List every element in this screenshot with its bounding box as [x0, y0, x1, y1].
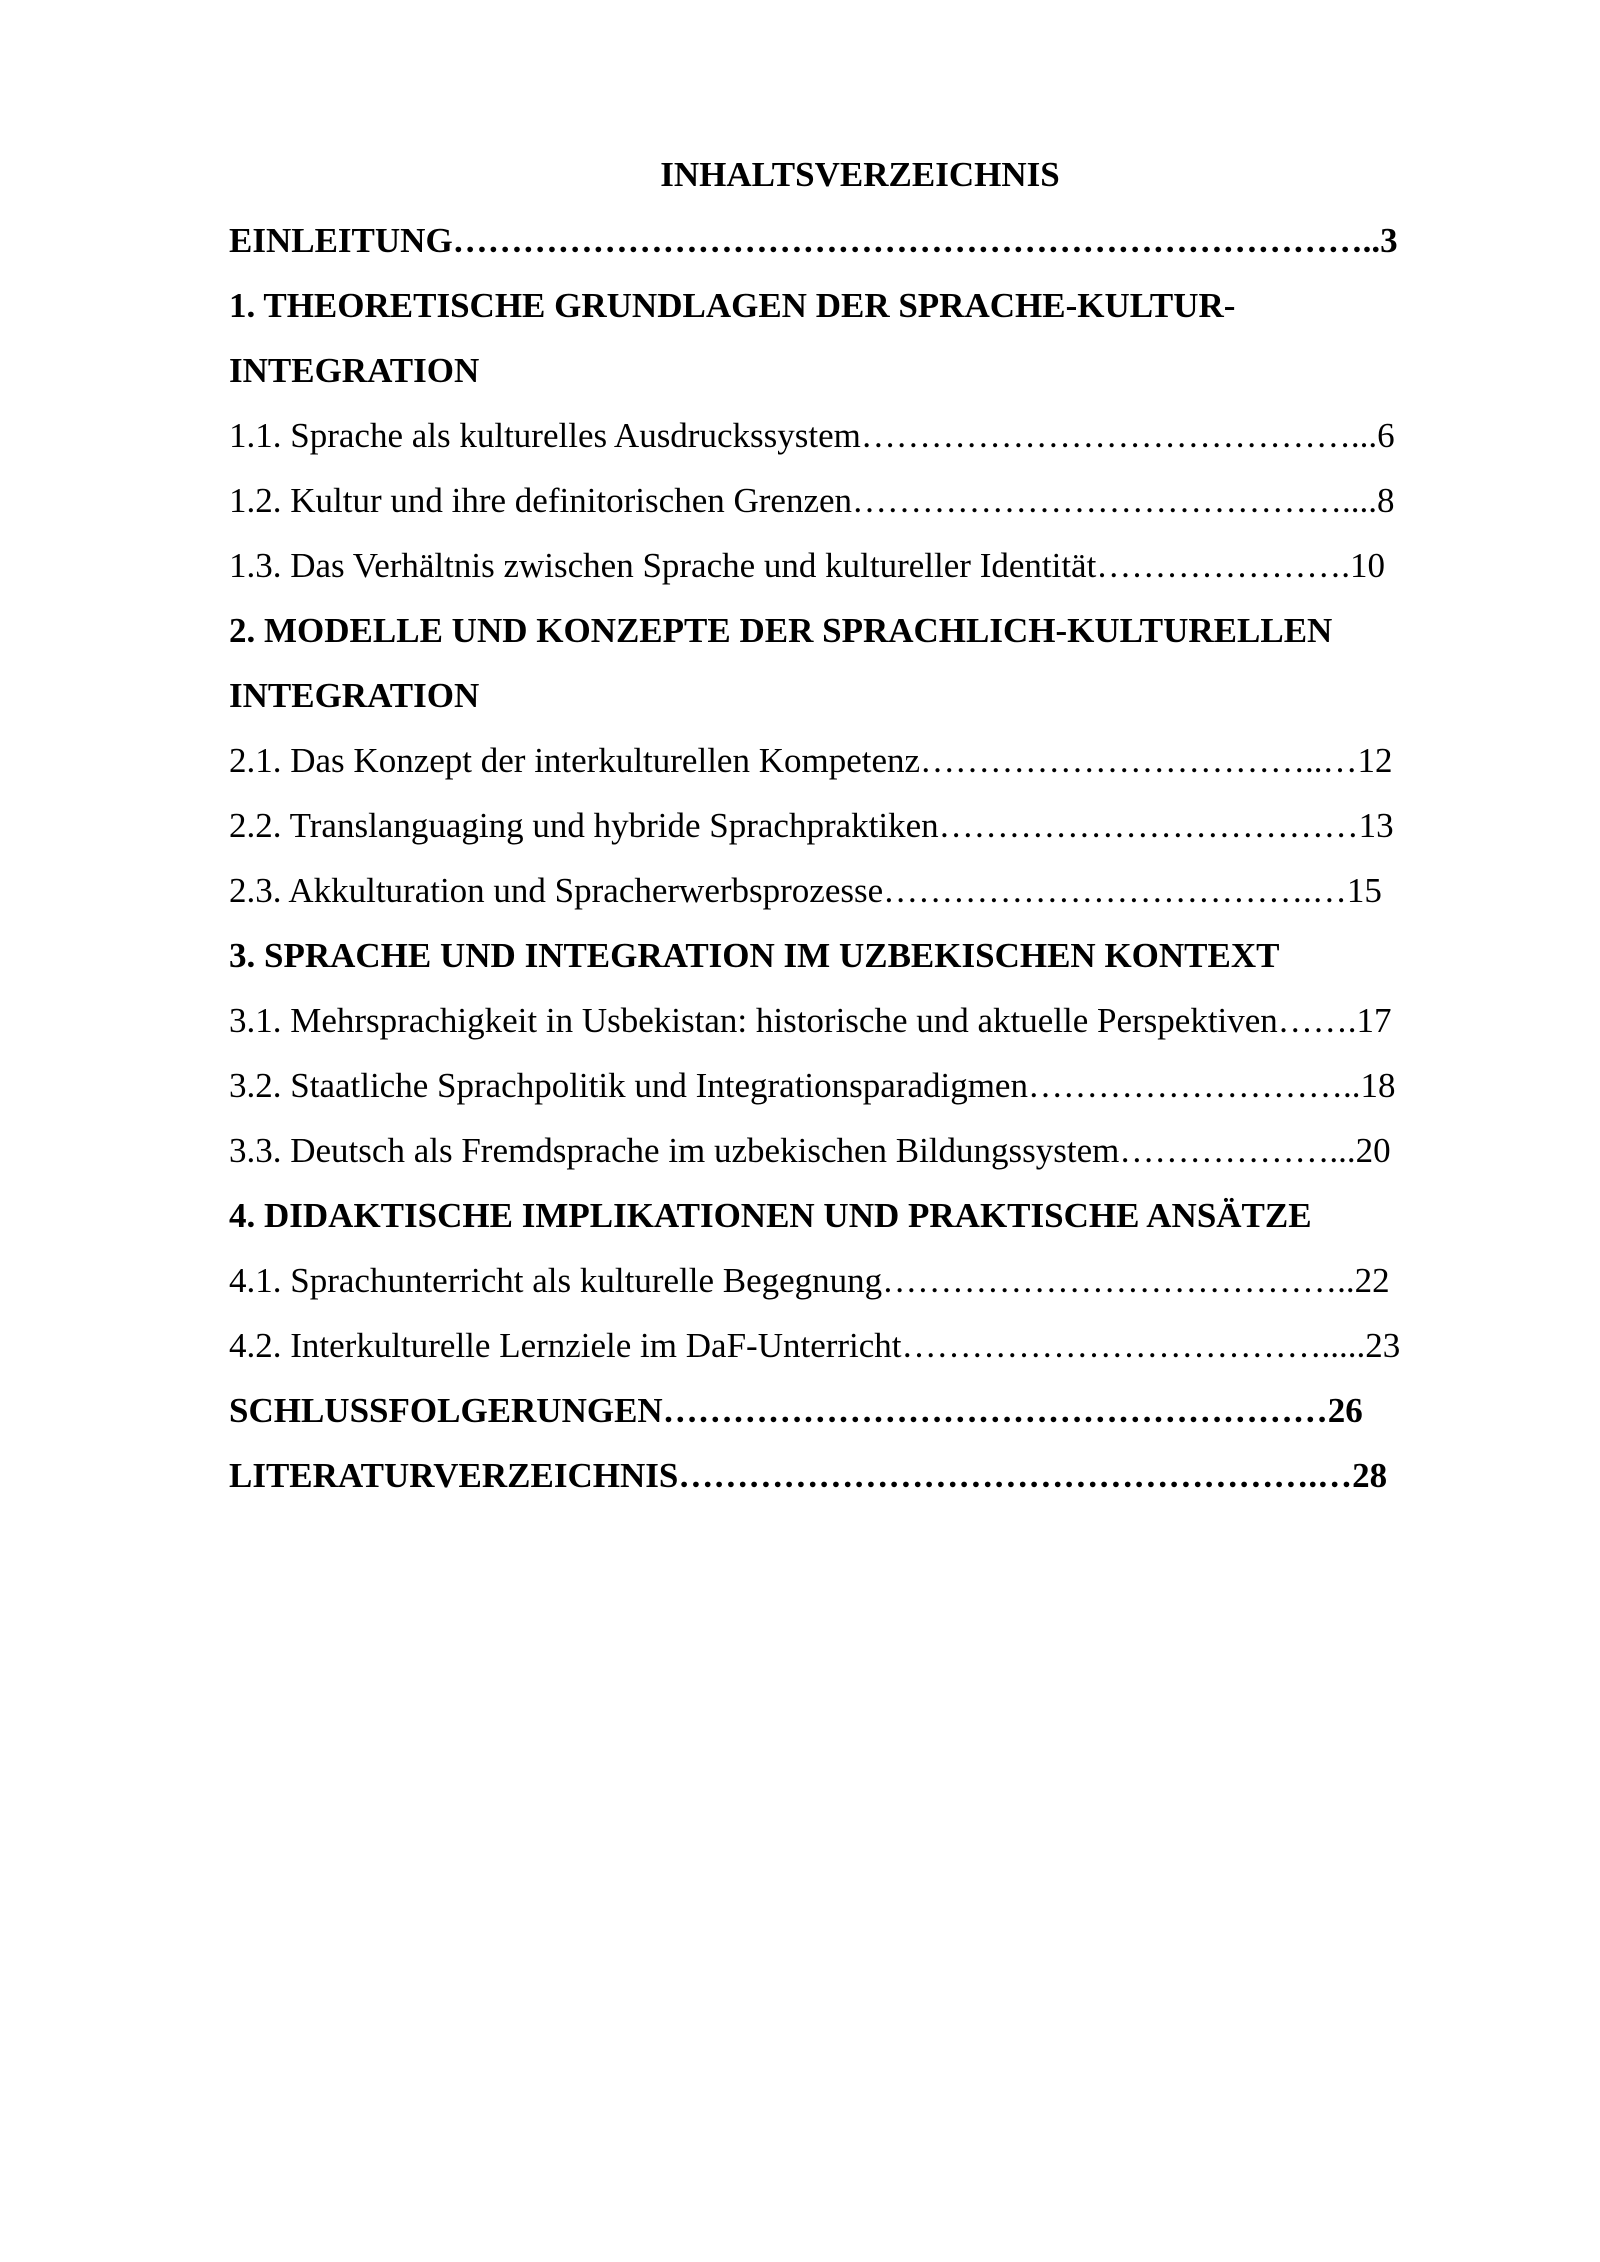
toc-entry-4-1: 4.1. Sprachunterricht als kulturelle Begegnung…………………………………..22: [229, 1261, 1390, 1300]
toc-entry-3-1: 3.1. Mehrsprachigkeit in Usbekistan: historische und aktuelle Perspektiven…….17: [229, 1001, 1392, 1040]
toc-chapter-3-heading: 3. SPRACHE UND INTEGRATION IM UZBEKISCHEN KONTEXT: [229, 936, 1280, 975]
toc-chapter-1-heading-cont: INTEGRATION: [229, 351, 480, 390]
toc-entry-einleitung: EINLEITUNG……………………………………………………………………..3: [229, 221, 1398, 260]
toc-chapter-2-heading-cont: INTEGRATION: [229, 676, 480, 715]
toc-chapter-1-heading: 1. THEORETISCHE GRUNDLAGEN DER SPRACHE-KULTUR-: [229, 286, 1236, 325]
toc-entry-1-1: 1.1. Sprache als kulturelles Ausdruckssystem……………………………………...6: [229, 416, 1395, 455]
toc-entry-3-2: 3.2. Staatliche Sprachpolitik und Integrationsparadigmen………………………..18: [229, 1066, 1396, 1105]
toc-entry-literaturverzeichnis: LITERATURVERZEICHNIS……………………………………………….…28: [229, 1456, 1388, 1495]
toc-title: INHALTSVERZEICHNIS: [660, 155, 1060, 194]
toc-chapter-4-heading: 4. DIDAKTISCHE IMPLIKATIONEN UND PRAKTISCHE ANSÄTZE: [229, 1196, 1312, 1235]
toc-entry-schlussfolgerungen: SCHLUSSFOLGERUNGEN…………………………………………………26: [229, 1391, 1363, 1430]
toc-entry-2-1: 2.1. Das Konzept der interkulturellen Kompetenz……………………………..…12: [229, 741, 1393, 780]
toc-chapter-2-heading: 2. MODELLE UND KONZEPTE DER SPRACHLICH-KULTURELLEN: [229, 611, 1333, 650]
toc-entry-1-3: 1.3. Das Verhältnis zwischen Sprache und kultureller Identität………………….10: [229, 546, 1386, 585]
toc-entry-1-2: 1.2. Kultur und ihre definitorischen Grenzen……………………………………....8: [229, 481, 1395, 520]
toc-entry-4-2: 4.2. Interkulturelle Lernziele im DaF-Unterricht……………………………….....23: [229, 1326, 1401, 1365]
toc-list: [229, 218, 1529, 1518]
toc-entry-2-3: 2.3. Akkulturation und Spracherwerbsprozesse……………………………….…15: [229, 871, 1382, 910]
toc-entry-2-2: 2.2. Translanguaging und hybride Sprachpraktiken………………………………13: [229, 806, 1394, 845]
toc-entry-3-3: 3.3. Deutsch als Fremdsprache im uzbekischen Bildungssystem………………...20: [229, 1131, 1391, 1170]
